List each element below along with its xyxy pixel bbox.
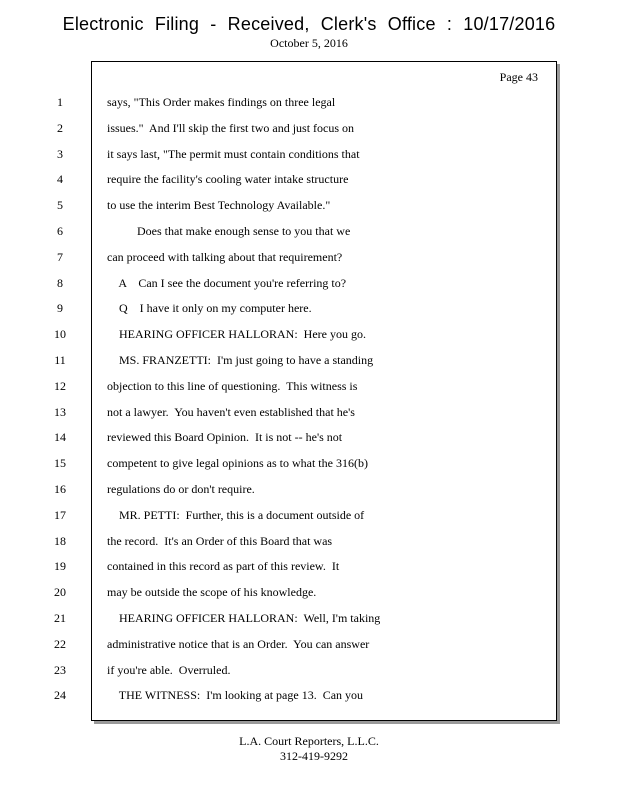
line-number: 2 bbox=[57, 120, 63, 135]
line-number: 14 bbox=[54, 430, 66, 445]
transcript-line: not a lawyer. You haven't even established that he's bbox=[107, 404, 355, 419]
transcript-line: competent to give legal opinions as to what the 316(b) bbox=[107, 456, 368, 471]
transcript-line: regulations do or don't require. bbox=[107, 482, 255, 496]
transcript-line: issues." And I'll skip the first two and just focus on bbox=[107, 120, 355, 135]
line-number: 13 bbox=[54, 404, 66, 419]
transcript-line: HEARING OFFICER HALLORAN: Well, I'm taking bbox=[107, 611, 381, 625]
court-reporter-name: L.A. Court Reporters, L.L.C. bbox=[239, 734, 379, 748]
transcript-line: contained in this record as part of this review. It bbox=[107, 559, 340, 574]
transcript-line: reviewed this Board Opinion. It is not -- he's not bbox=[107, 430, 343, 445]
line-number: 17 bbox=[54, 507, 66, 522]
line-number: 24 bbox=[54, 688, 66, 703]
line-number: 16 bbox=[54, 482, 66, 496]
transcript-line: can proceed with talking about that requirement? bbox=[107, 249, 343, 264]
line-number: 12 bbox=[54, 378, 66, 393]
transcript-line: if you're able. Overruled. bbox=[107, 662, 231, 677]
filing-stamp: Electronic Filing - Received, Clerk's Office : 10/17/2016 bbox=[62, 14, 556, 34]
transcript-line: MS. FRANZETTI: I'm just going to have a standing bbox=[107, 353, 374, 367]
transcript-line: administrative notice that is an Order. You can answer bbox=[107, 636, 370, 651]
page-number: Page 43 bbox=[499, 70, 538, 84]
transcript-line: to use the interim Best Technology Available." bbox=[107, 198, 331, 213]
line-number: 1 bbox=[57, 95, 63, 109]
transcript-line: the record. It's an Order of this Board that was bbox=[107, 533, 333, 548]
line-number: 10 bbox=[54, 327, 66, 342]
line-number: 9 bbox=[57, 301, 63, 316]
line-number: 23 bbox=[54, 662, 66, 677]
line-number: 22 bbox=[54, 636, 66, 651]
line-number: 7 bbox=[57, 249, 63, 264]
line-number: 8 bbox=[57, 275, 63, 290]
line-number: 21 bbox=[54, 611, 66, 625]
transcript-line: it says last, "The permit must contain conditions that bbox=[107, 146, 360, 161]
line-number: 18 bbox=[54, 533, 66, 548]
line-number: 4 bbox=[57, 172, 63, 187]
line-number: 11 bbox=[54, 353, 66, 367]
transcript-line: THE WITNESS: I'm looking at page 13. Can you bbox=[107, 688, 364, 703]
transcript-date: October 5, 2016 bbox=[270, 36, 348, 50]
transcript-line: require the facility's cooling water intake structure bbox=[107, 172, 349, 187]
line-number: 20 bbox=[54, 585, 66, 600]
line-number: 6 bbox=[57, 224, 63, 238]
line-number: 3 bbox=[57, 146, 63, 161]
transcript-line: MR. PETTI: Further, this is a document outside of bbox=[107, 507, 365, 522]
transcript-line: HEARING OFFICER HALLORAN: Here you go. bbox=[107, 327, 366, 342]
transcript-line: objection to this line of questioning. This witness is bbox=[107, 378, 358, 393]
line-number: 15 bbox=[54, 456, 66, 471]
transcript-line: may be outside the scope of his knowledge. bbox=[107, 585, 317, 600]
line-number: 5 bbox=[57, 198, 63, 213]
transcript-line: A Can I see the document you're referring to? bbox=[107, 275, 347, 290]
line-number: 19 bbox=[54, 559, 66, 574]
transcript-line: says, "This Order makes findings on three legal bbox=[107, 95, 336, 109]
transcript-line: Q I have it only on my computer here. bbox=[107, 301, 312, 316]
transcript-line: Does that make enough sense to you that we bbox=[107, 224, 351, 238]
court-reporter-phone: 312-419-9292 bbox=[280, 749, 348, 763]
